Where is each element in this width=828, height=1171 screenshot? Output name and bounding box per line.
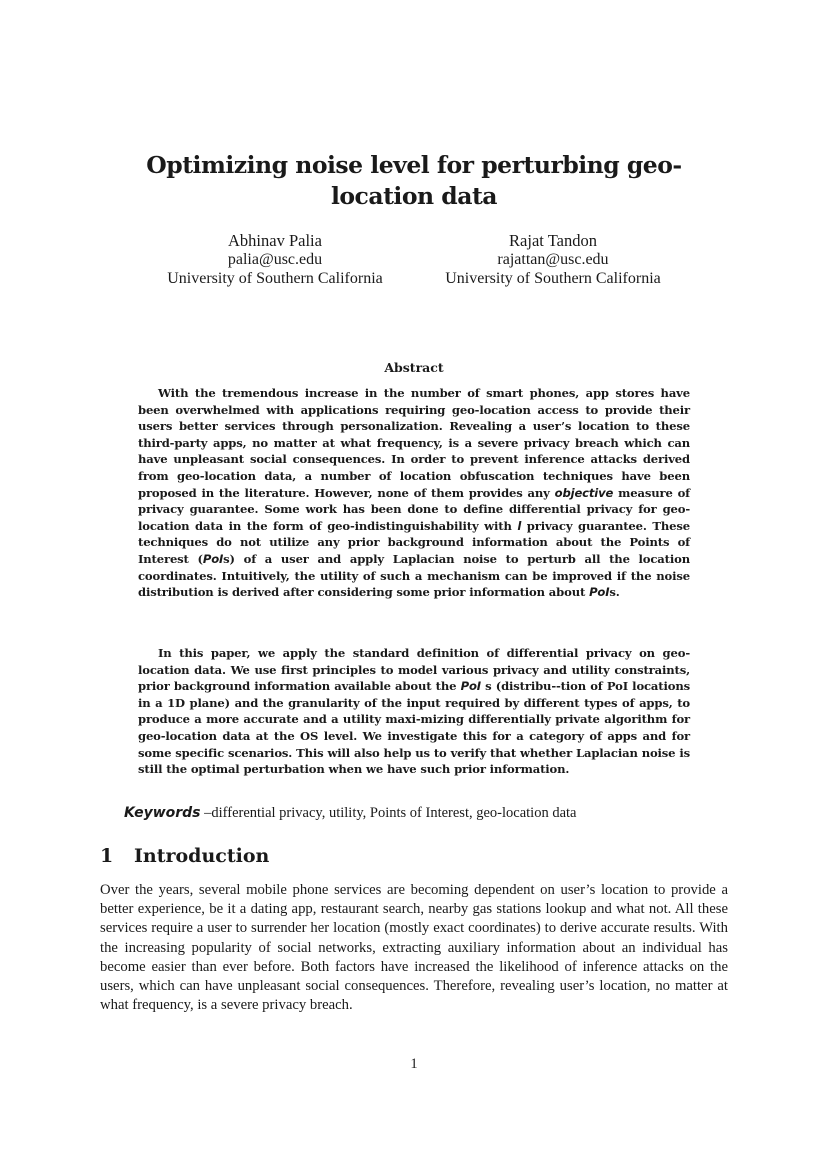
author-name: Rajat Tandon xyxy=(509,231,597,250)
abstract-heading: Abstract xyxy=(384,360,444,375)
author-email: rajattan@usc.edu xyxy=(497,251,609,268)
section-heading xyxy=(100,843,269,869)
abstract-emphasis: PoI xyxy=(460,679,481,694)
section-number: 1 xyxy=(100,845,114,867)
abstract-paragraph-2 xyxy=(138,645,690,778)
abstract-emphasis: l xyxy=(517,518,522,533)
abstract-emphasis: PoI xyxy=(589,585,610,600)
abstract-emphasis: PoI xyxy=(202,551,224,566)
author-block-1 xyxy=(150,231,400,288)
keywords-text: –differential privacy, utility, Points of Interest, geo-location data xyxy=(200,805,577,821)
abstract-text: privacy guarantee. These techniques do not utilize any prior background information about the Points of Interest ( xyxy=(138,518,690,566)
keywords-line xyxy=(124,804,744,822)
page-number: 1 xyxy=(410,1056,418,1072)
introduction-paragraph: Over the years, several mobile phone services are becoming dependent on user’s location to provide a better experience, be it a dating app, restaurant search, nearby gas stations lookup and what not. All these services require a user to surrender her location (mostly exact coordinates) to derive accurate results. With the increasing popularity of social networks, extracting auxiliary information about an individual has become easier than ever before. Both factors have increased the likelihood of inference attacks on the users, which can have unpleasant social consequences. Therefore, revealing user’s location, no matter at what frequency, is a severe privacy breach. xyxy=(100,882,728,1014)
abstract-text: With the tremendous increase in the number of smart phones, app stores have been overwhelmed with applications requiring geo-location access to provide their users better services through personalization. Revealing a user’s location to these third-party apps, no matter at what frequency, is a severe privacy breach which can have unpleasant social consequences. In order to prevent inference attacks derived from geo-location data, a number of location obfuscation techniques have been proposed in the literature. However, none of them provides any xyxy=(138,386,690,500)
author-name: Abhinav Palia xyxy=(228,231,322,250)
abstract-text: In this paper, we apply the standard definition of differential privacy on geo-location data. We use first principles to model various privacy and utility constraints, prior background information available about the xyxy=(138,646,690,694)
author-block-2 xyxy=(428,231,678,288)
author-affiliation: University of Southern California xyxy=(445,270,661,287)
abstract-emphasis: objective xyxy=(554,485,614,500)
paper-title: Optimizing noise level for perturbing geo-location data xyxy=(146,151,682,210)
author-email: palia@usc.edu xyxy=(227,251,323,268)
section-title: Introduction xyxy=(134,845,270,867)
abstract-text: measure of privacy guarantee. Some work has been done to define differential privacy for geo-location data in the form of geo-indistinguishability with xyxy=(138,485,690,533)
keywords-label: Keywords xyxy=(124,805,201,821)
abstract-text: s (distribu--tion of PoI locations in a 1D plane) and the granularity of the input required by different types of apps, to produce a more accurate and a utility maxi-mizing differentially private algorithm for geo-location data at the OS level. We investigate this for a category of apps and for some specific scenarios. This will also help us to verify that whether Laplacian noise is still the optimal perturbation when we have such prior information. xyxy=(138,679,690,777)
abstract-text: s) of a user and apply Laplacian noise to perturb all the location coordinates. Intuitively, the utility of such a mechanism can be improved if the noise distribution is derived after considering some prior information about xyxy=(138,551,690,600)
abstract-paragraph-1 xyxy=(138,385,690,601)
author-affiliation: University of Southern California xyxy=(167,270,383,287)
abstract-text: s. xyxy=(609,585,620,600)
